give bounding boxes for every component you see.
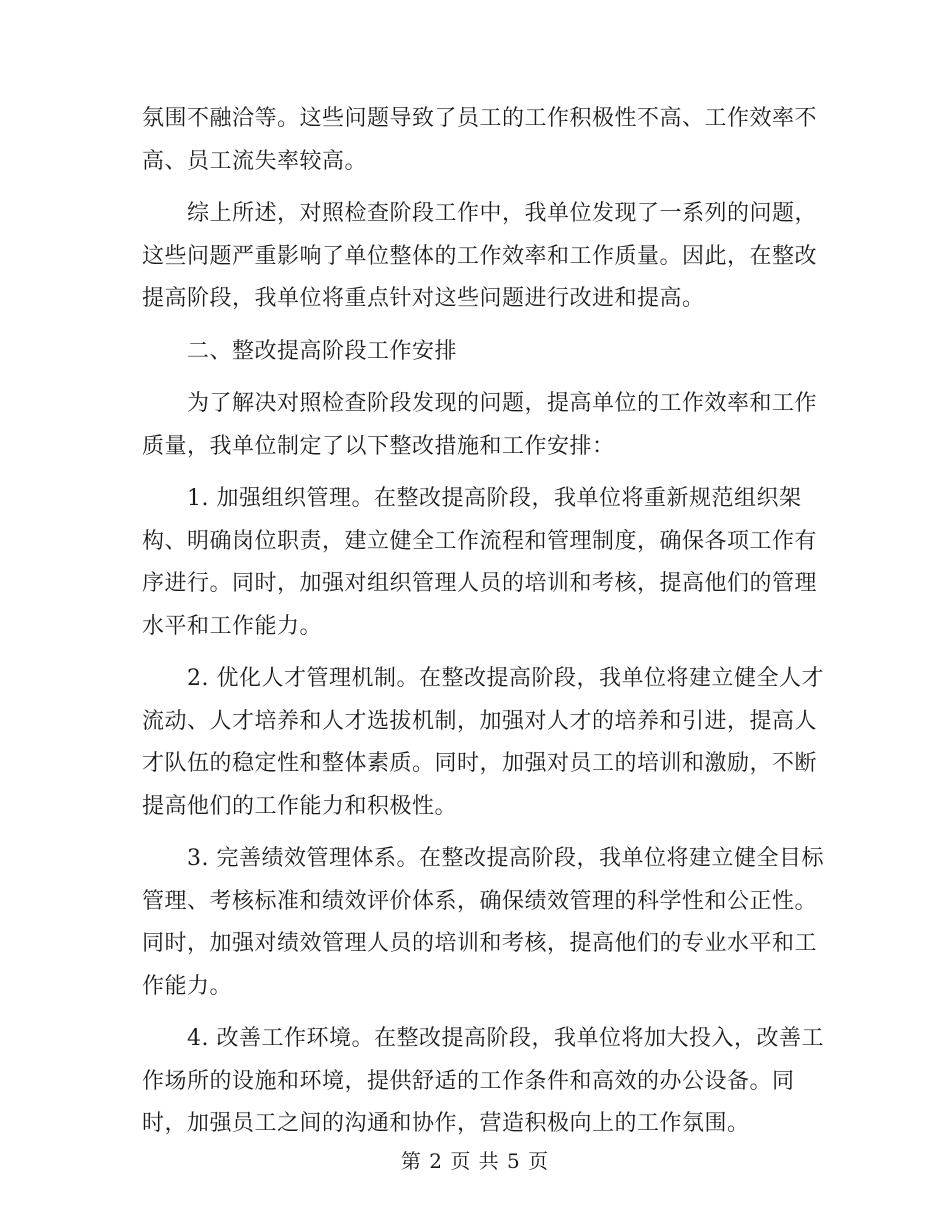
text-line: 2. 优化人才管理机制。在整改提高阶段，我单位将建立健全人才 [187, 666, 824, 691]
paragraph [142, 838, 824, 1008]
text-line: 作能力。 [142, 973, 233, 999]
text-line: 作场所的设施和环境，提供舒适的工作条件和高效的办公设备。同 [142, 1068, 795, 1094]
text-line: 综上所述，对照检查阶段工作中，我单位发现了一系列的问题， [187, 201, 818, 226]
document-body [142, 98, 824, 1156]
paragraph [142, 1018, 824, 1146]
text-line: 4. 改善工作环境。在整改提高阶段，我单位将加大投入，改善工 [187, 1026, 824, 1051]
paragraph [142, 383, 818, 468]
page-footer: 第 2 页 共 5 页 [400, 1149, 550, 1173]
text-line: 提高阶段，我单位将重点针对这些问题进行改进和提高。 [142, 286, 705, 311]
paragraph [142, 658, 824, 828]
text-line: 为了解决对照检查阶段发现的问题，提高单位的工作效率和工作 [187, 391, 818, 416]
text-line: 质量，我单位制定了以下整改措施和工作安排： [142, 433, 615, 459]
text-line: 这些问题严重影响了单位整体的工作效率和工作质量。因此，在整改 [142, 243, 818, 269]
text-line: 才队伍的稳定性和整体素质。同时，加强对员工的培训和激励，不断 [142, 751, 818, 776]
text-line: 1. 加强组织管理。在整改提高阶段，我单位将重新规范组织架 [187, 486, 802, 511]
text-line: 同时，加强对绩效管理人员的培训和考核，提高他们的专业水平和工 [142, 931, 818, 956]
text-line: 二、整改提高阶段工作安排 [187, 338, 458, 364]
text-line: 氛围不融洽等。这些问题导致了员工的工作积极性不高、工作效率不 [142, 106, 818, 131]
text-line: 流动、人才培养和人才选拔机制，加强对人才的培养和引进，提高人 [142, 708, 818, 734]
paragraph [142, 331, 812, 374]
paragraph [142, 478, 818, 648]
text-line: 序进行。同时，加强对组织管理人员的培训和考核，提高他们的管理 [142, 571, 818, 596]
text-line: 提高他们的工作能力和积极性。 [142, 793, 458, 819]
text-line: 高、员工流失率较高。 [142, 148, 368, 174]
text-line: 3. 完善绩效管理体系。在整改提高阶段，我单位将建立健全目标 [187, 846, 824, 871]
text-line: 管理、考核标准和绩效评价体系，确保绩效管理的科学性和公正性。 [142, 888, 818, 914]
paragraph [142, 193, 818, 321]
text-line: 构、明确岗位职责，建立健全工作流程和管理制度，确保各项工作有 [142, 528, 818, 554]
text-line: 水平和工作能力。 [142, 613, 323, 639]
paragraph [142, 98, 818, 183]
text-line: 时，加强员工之间的沟通和协作，营造积极向上的工作氛围。 [142, 1111, 750, 1136]
